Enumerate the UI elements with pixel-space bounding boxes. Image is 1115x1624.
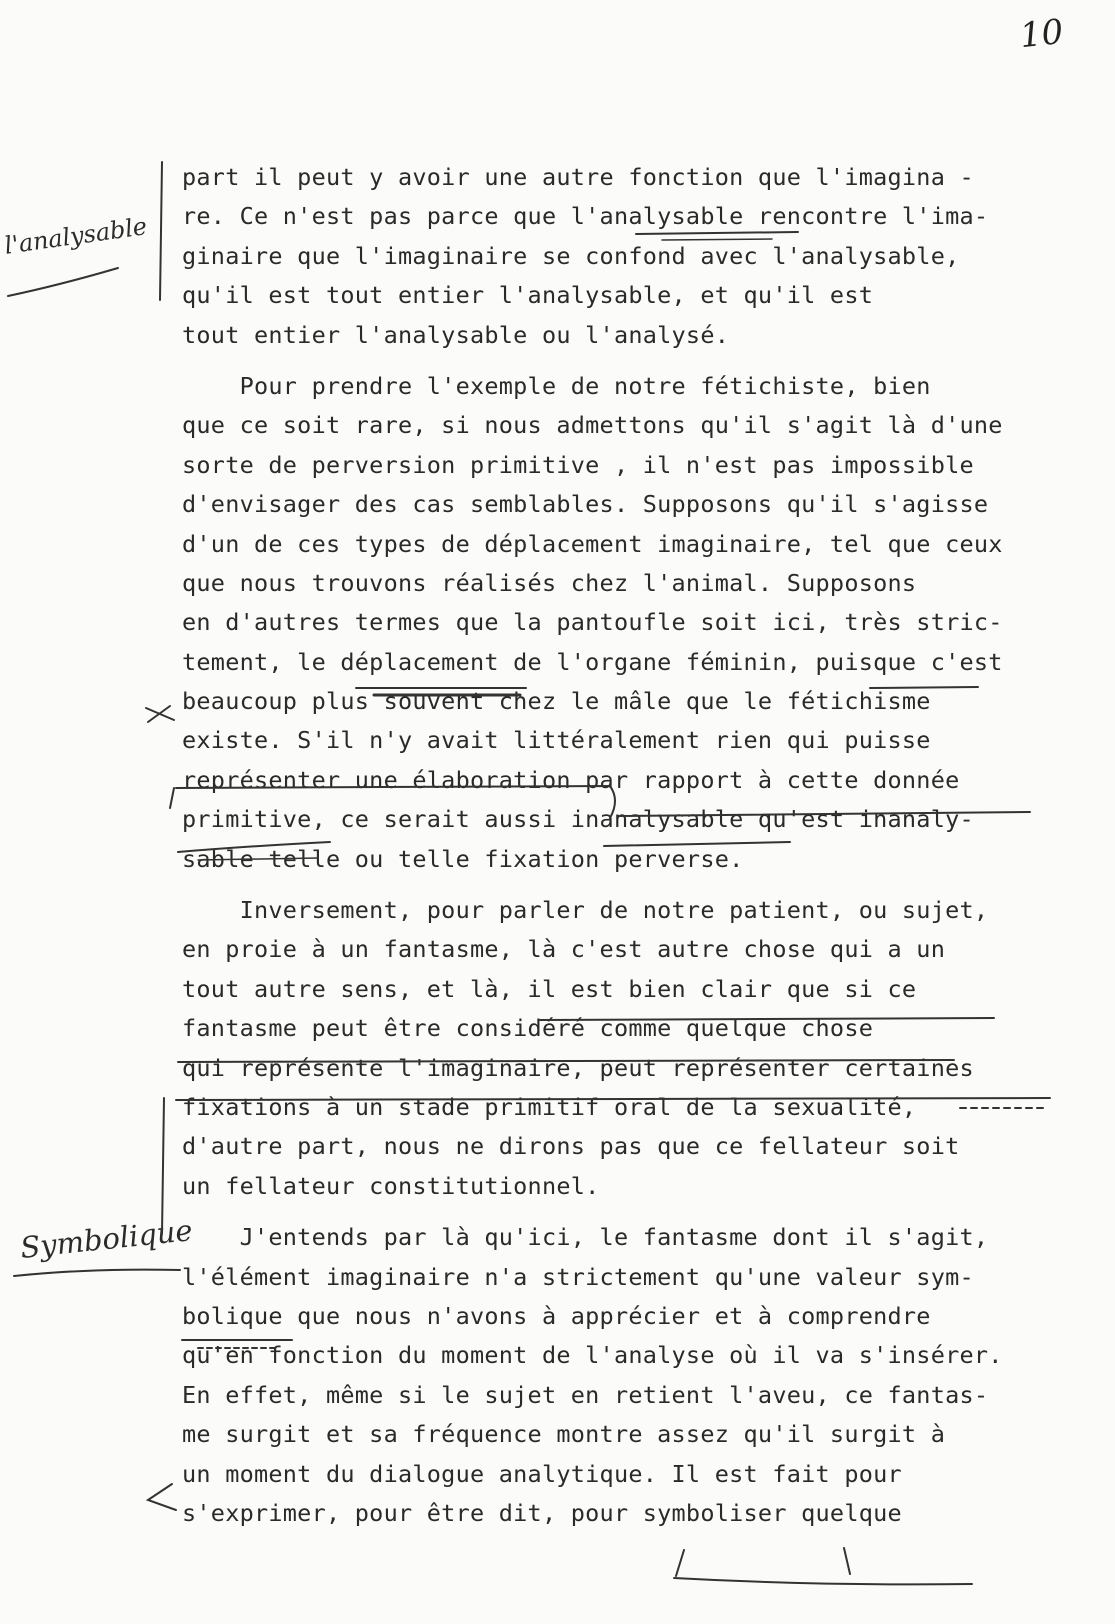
text-line: tout autre sens, et là, il est bien clair que si ce (182, 974, 917, 1003)
underline-mark (178, 1060, 954, 1062)
text-line: part il peut y avoir une autre fonction que l'imagina - (182, 163, 974, 191)
text-line: sorte de perversion primitive , il n'est pas impossible (182, 450, 974, 479)
text-line: l'élément imaginaire n'a strictement qu'une valeur sym- (182, 1262, 974, 1291)
text-line: qu'il est tout entier l'analysable, et qu'il est (182, 281, 874, 310)
underline-mark (604, 842, 790, 846)
underline-mark (636, 232, 798, 234)
text-line: qui représente l'imaginaire, peut représenter certaines (182, 1053, 974, 1082)
text-line: en d'autres termes que la pantoufle soit ici, très stric- (182, 608, 1003, 637)
text-line: tement, le déplacement de l'organe féminin, puisque c'est (182, 647, 1003, 676)
check-mark (148, 1484, 176, 1510)
page-number: 10 (1018, 11, 1066, 57)
margin-bar (162, 1098, 164, 1234)
text-line: un moment du dialogue analytique. Il est fait pour (182, 1459, 902, 1488)
underline-mark (618, 812, 1030, 816)
cross-mark (146, 706, 174, 722)
text-line: d'autre part, nous ne dirons pas que ce fellateur soit (182, 1132, 960, 1161)
text-line: En effet, même si le sujet en retient l'aveu, ce fantas- (182, 1380, 989, 1409)
text-line: existe. S'il n'y avait littéralement rien qui puisse (182, 726, 931, 755)
text-line: Inversement, pour parler de notre patient, ou sujet, (182, 896, 989, 925)
margin-note-symbolique: Symbolique (18, 1213, 195, 1265)
text-line: Pour prendre l'exemple de notre fétichiste, bien (182, 371, 931, 400)
underline-mark (662, 239, 772, 240)
text-line: en proie à un fantasme, là c'est autre chose qui a un (182, 935, 946, 964)
underline-mark (178, 842, 330, 852)
text-line: fixations à un stade primitif oral de la sexualité, (182, 1092, 917, 1121)
text-line: qu'en fonction du moment de l'analyse où il va s'insérer. (182, 1341, 1003, 1370)
underline-mark (870, 687, 978, 688)
bracket-mark (176, 786, 615, 818)
text-line: ginaire que l'imaginaire se confond avec l'analysable, (182, 241, 960, 270)
text-line: fantasme peut être considéré comme quelque chose (182, 1014, 874, 1043)
bracket-mark (170, 788, 174, 808)
underline-mark (176, 1098, 1050, 1100)
underline-mark (674, 1578, 972, 1584)
margin-underline (14, 1270, 180, 1276)
text-line: J'entends par là qu'ici, le fantasme dont il s'agit, (182, 1223, 989, 1252)
text-line: re. Ce n'est pas parce que l'analysable rencontre l'ima- (182, 202, 989, 231)
text-line: me surgit et sa fréquence montre assez qu'il surgit à (182, 1420, 946, 1449)
text-line: un fellateur constitutionnel. (182, 1171, 600, 1200)
underline-mark (198, 858, 318, 860)
text-line: sable telle ou telle fixation perverse. (182, 844, 744, 873)
text-line: d'envisager des cas semblables. Supposons qu'il s'agisse (182, 490, 989, 519)
margin-underline (8, 268, 118, 296)
text-line: que nous trouvons réalisés chez l'animal. Supposons (182, 568, 917, 597)
text-line: s'exprimer, pour être dit, pour symboliser quelque (182, 1498, 902, 1527)
margin-bar (160, 162, 162, 300)
underline-mark (540, 1018, 994, 1020)
margin-note-analysable: l'analysable (2, 212, 149, 260)
text-line: bolique que nous n'avons à apprécier et à comprendre (182, 1301, 931, 1330)
bracket-mark (676, 1548, 850, 1576)
text-line: beaucoup plus souvent chez le mâle que le fétichisme (182, 687, 931, 716)
text-line: tout entier l'analysable ou l'analysé. (182, 320, 730, 349)
text-line: représenter une élaboration par rapport à cette donnée (182, 765, 960, 794)
text-line: primitive, ce serait aussi inanalysable qu'est inanaly- (182, 805, 974, 834)
text-line: que ce soit rare, si nous admettons qu'il s'agit là d'une (182, 411, 1003, 440)
text-line: d'un de ces types de déplacement imaginaire, tel que ceux (182, 529, 1003, 558)
